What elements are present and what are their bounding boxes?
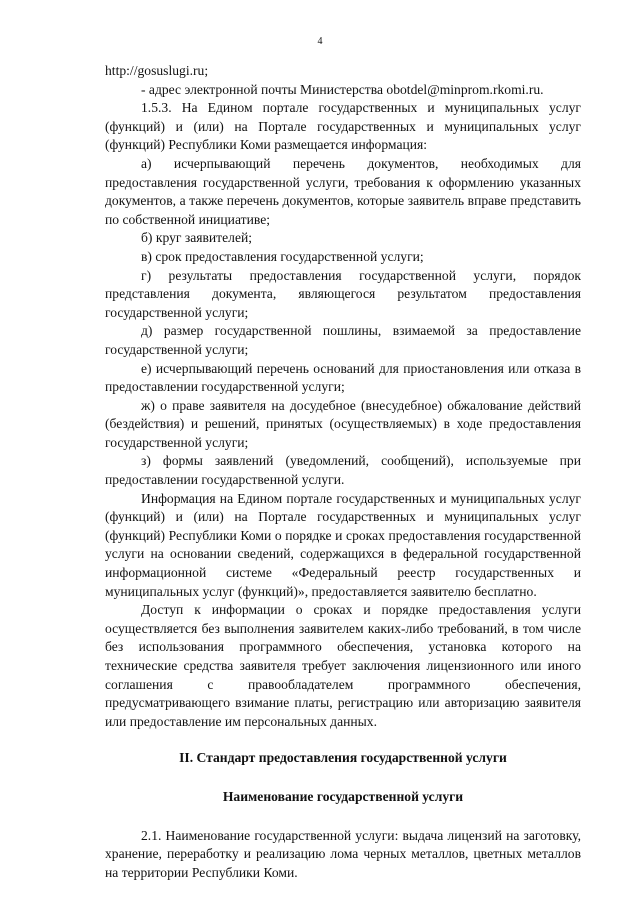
list-item-e: е) исчерпывающий перечень оснований для приостановления или отказа в предоставлении государственной услуги; — [105, 360, 581, 395]
section-subheading-service-name: Наименование государственной услуги — [222, 788, 464, 804]
list-item-z: з) формы заявлений (уведомлений, сообщений), используемые при предоставлении государственной услуги. — [105, 453, 581, 488]
paragraph-access-information: Доступ к информации о сроках и порядке предоставления услуги осуществляется без выполнения заявителем каких-либо требований, в том числе без использования программного обеспечения, установка которого на технические средства заявителя требует заключения лицензионного или иного соглашения с правообладателем программного обеспечения, предусматривающего взимание платы, регистрацию или авторизацию заявителя или предоставление им персональных данных. — [105, 602, 581, 729]
list-item-d: д) размер государственной пошлины, взимаемой за предоставление государственной услуги; — [105, 323, 581, 357]
gosuslugi-url: http://gosuslugi.ru; — [105, 63, 209, 78]
list-item-zh: ж) о праве заявителя на досудебное (внесудебное) обжалование действий (бездействия) и решений, принятых (осуществляемых) в ходе предоставления государственной услуги; — [105, 397, 581, 450]
page-number: 4 — [317, 36, 323, 47]
paragraph-1-5-3: 1.5.3. На Едином портале государственных и муниципальных услуг (функций) и (или) на Портале государственных и муниципальных услуг (функций) Республики Коми размещается информация: — [105, 100, 581, 153]
list-item-v: в) срок предоставления государственной услуги; — [141, 248, 424, 264]
section-heading-standard: II. Стандарт предоставления государственной услуги — [179, 750, 507, 766]
paragraph-free-information: Информация на Едином портале государственных и муниципальных услуг (функций) и (или) на Портале государственных и муниципальных услуг (функций) Республики Коми о порядке и сроках предоставления государственной услуги на основании сведений, содержащихся в федеральной государственной информационной системе «Федеральный реестр государственных и муниципальных услуг (функций)», предоставляется заявителю бесплатно. — [105, 490, 581, 599]
list-item-a: а) исчерпывающий перечень документов, необходимых для предоставления государственной услуги, требования к оформлению указанных документов, а также перечень документов, которые заявитель вправе представить по собственной инициативе; — [105, 155, 581, 227]
ministry-email-line: - адрес электронной почты Министерства obotdel@minprom.rkomi.ru. — [141, 81, 544, 97]
paragraph-2-1: 2.1. Наименование государственной услуги: выдача лицензий на заготовку, хранение, переработку и реализацию лома черных металлов, цветных металлов на территории Республики Коми. — [105, 827, 581, 880]
list-item-g: г) результаты предоставления государственной услуги, порядок представления документа, являющегося результатом предоставления государственной услуги; — [105, 267, 581, 320]
document-body — [105, 62, 581, 882]
list-item-b: б) круг заявителей; — [141, 230, 253, 246]
